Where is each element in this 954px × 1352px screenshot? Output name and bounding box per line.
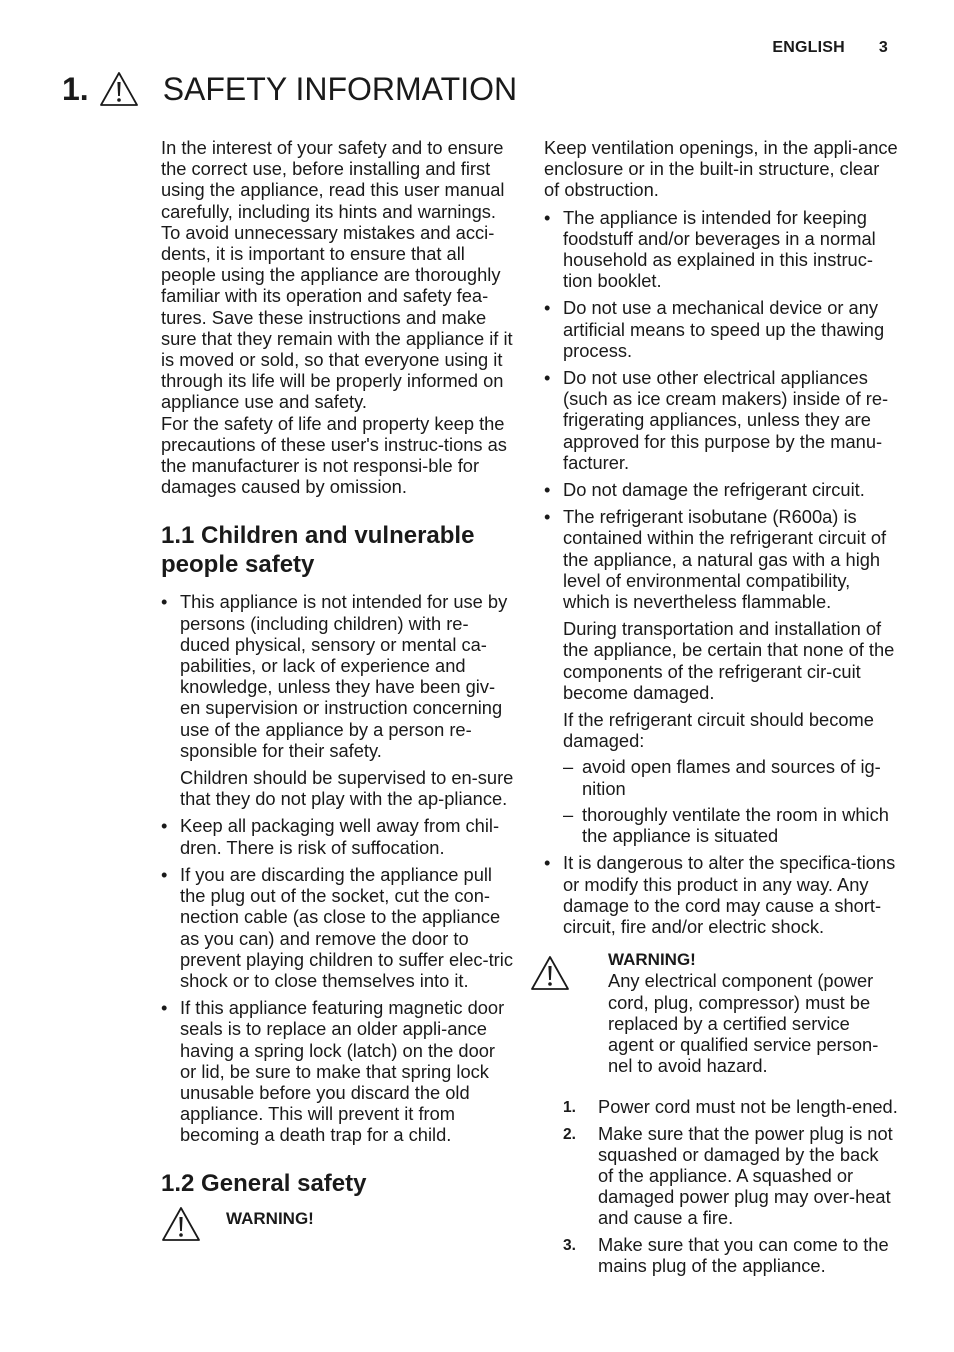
dash-item: – avoid open flames and sources of ig-nition xyxy=(563,756,898,798)
page-header xyxy=(772,39,888,57)
damage-steps-list xyxy=(563,756,898,846)
page-number: 3 xyxy=(878,39,888,56)
list-item-note: If the refrigerant circuit should become damaged: xyxy=(563,709,874,752)
left-column xyxy=(161,137,515,1242)
list-item-text: • If you are discarding the appliance pull the plug out of the socket, cut the con-nection cable (as close to the appliance as you can) and remove the door to prevent playing children to suffer elec-tric shock or to close themselves into it. xyxy=(180,863,513,991)
chapter-number: 1. xyxy=(62,70,89,107)
intro-paragraph-2: For the safety of life and property keep the precautions of these user's instruc-tions as the manufacturer is not responsi-ble for damages caused by omission. xyxy=(161,412,507,498)
item-text: Make sure that you can come to the mains plug of the appliance. xyxy=(598,1233,889,1276)
section-number: 1.1 xyxy=(161,522,195,550)
children-safety-list xyxy=(161,591,515,1145)
numbered-item xyxy=(544,1123,898,1229)
list-item-text: • If this appliance featuring magnetic door seals is to replace an older appli-ance having a spring lock (latch) on the door or lid, be sure to make that spring lock unusable before you discard the old appliance. This will prevent it from becoming a death trap for a child. xyxy=(180,997,505,1146)
right-column xyxy=(544,137,898,1281)
list-item-text: • It is dangerous to alter the specifica-tions or modify this product in any way. Any damage to the cord may cause a short-circuit, fire and/or electric shock. xyxy=(563,852,896,937)
list-item xyxy=(544,207,898,292)
list-item xyxy=(161,864,515,991)
section-title: General safety xyxy=(201,1169,367,1197)
ventilation-paragraph: Keep ventilation openings, in the appli-ance enclosure or in the built-in structure, clear of obstruction. xyxy=(544,137,898,201)
list-item xyxy=(161,997,515,1145)
section-title: Children and vulnerable people safety xyxy=(161,522,475,578)
warning-triangle-icon xyxy=(99,71,139,107)
warning-label: WARNING! xyxy=(608,950,696,970)
section-heading-1-2 xyxy=(161,1170,515,1199)
list-item-text: • The appliance is intended for keeping foodstuff and/or beverages in a normal household as explained in this instruc-tion booklet. xyxy=(563,206,876,292)
page-title xyxy=(62,66,517,112)
electrical-warning xyxy=(530,949,898,1076)
list-item xyxy=(544,367,898,473)
list-item-note: During transportation and installation of the appliance, be certain that none of the components of the refrigerant cir-cuit become damaged. xyxy=(563,618,895,703)
general-safety-warning xyxy=(161,1206,515,1242)
section-heading-1-1 xyxy=(161,522,515,579)
numbered-item xyxy=(544,1234,898,1276)
list-item xyxy=(544,852,898,937)
warning-label: WARNING! xyxy=(226,1209,314,1229)
list-item xyxy=(544,506,898,846)
item-text: Make sure that the power plug is not squashed or damaged by the back of the appliance. A squashed or damaged power plug may over-heat and cause a fire. xyxy=(598,1122,893,1229)
warning-triangle-icon xyxy=(530,955,570,991)
item-number: 2. xyxy=(563,1125,576,1143)
section-number: 1.2 xyxy=(161,1169,195,1197)
list-item-text: • This appliance is not intended for use by persons (including children) with re-duced physical, sensory or mental ca-pabilities, or lack of experience and knowledge, unless they have been giv-en supervision or instruction concerning use of the appliance by a person re-sponsible for their safety. xyxy=(180,591,508,761)
warning-triangle-icon xyxy=(161,1206,201,1242)
dash-item: – thoroughly ventilate the room in which the appliance is situated xyxy=(563,804,898,846)
power-cord-list xyxy=(544,1096,898,1276)
list-item xyxy=(161,591,515,809)
list-item-text: • The refrigerant isobutane (R600a) is contained within the refrigerant circuit of the appliance, a natural gas with a high level of environmental compatibility, which is nevertheless flammable. xyxy=(563,506,887,613)
warning-body xyxy=(608,949,898,1076)
list-item-text: • Do not damage the refrigerant circuit. xyxy=(563,479,865,501)
chapter-title: SAFETY INFORMATION xyxy=(162,70,518,107)
list-item-text: • Do not use other electrical appliances (such as ice cream makers) inside of re-frigerating appliances, unless they are approved for this purpose by the manu-facturer. xyxy=(563,367,889,473)
warning-text: Any electrical component (power cord, plug, compressor) must be replaced by a certified service agent or qualified service person-nel to avoid hazard. xyxy=(608,970,879,1077)
general-safety-list xyxy=(544,207,898,938)
list-item-text: • Keep all packaging well away from chil-dren. There is risk of suffocation. xyxy=(180,815,500,858)
list-item xyxy=(544,479,898,500)
list-item-note: Children should be supervised to en-sure that they do not play with the ap-pliance. xyxy=(180,767,514,810)
item-number: 3. xyxy=(563,1236,576,1254)
item-text: Power cord must not be length-ened. xyxy=(598,1096,898,1118)
list-item xyxy=(161,815,515,857)
item-number: 1. xyxy=(563,1099,576,1117)
numbered-item xyxy=(544,1096,898,1117)
language-label: ENGLISH xyxy=(772,39,845,56)
intro-paragraph-1: In the interest of your safety and to ensure the correct use, before installing and first using the appliance, read this user manual carefully, including its hints and warnings. To avoid unnecessary mistakes and acci-dents, it is important to ensure that all people using the appliance are thoroughly familiar with its operation and safety fea-tures. Save these instructions and make sure that they remain with the appliance if it is moved or sold, so that everyone using it through its life will be properly informed on appliance use and safety. xyxy=(161,137,513,413)
list-item-text: • Do not use a mechanical device or any artificial means to speed up the thawing process. xyxy=(563,297,885,361)
list-item xyxy=(544,297,898,361)
